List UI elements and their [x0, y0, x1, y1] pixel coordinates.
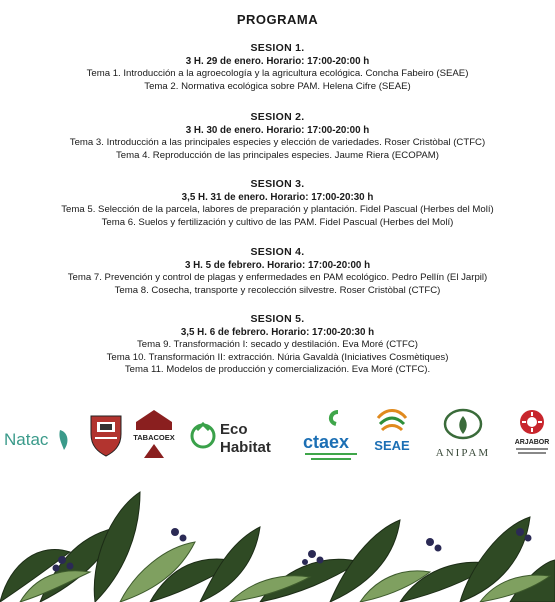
session-5: [0, 313, 555, 377]
session-topic: Tema 5. Selección de la parcela, labores de preparación y plantación. Fidel Pascual (Herbes del Molí): [61, 204, 494, 215]
session-topic: Tema 9. Transformación I: secado y destilación. Eva Moré (CTFC): [137, 339, 418, 350]
session-3: [0, 178, 555, 229]
svg-text:ANIPAM: ANIPAM: [435, 447, 491, 459]
session-topic: Tema 10. Transformación II: extracción. Núria Gavaldà (Iniciatives Cosmètiques): [106, 351, 449, 363]
session-heading: SESION 1.: [250, 42, 305, 54]
svg-text:Habitat: Habitat: [220, 439, 271, 456]
session-heading: SESION 2.: [250, 111, 305, 123]
session-schedule: 3 H. 5 de febrero. Horario: 17:00-20:00 h: [184, 260, 371, 271]
svg-text:Eco: Eco: [220, 421, 248, 438]
ecohabitat-logo: [186, 402, 294, 470]
anipam-logo: [420, 402, 506, 470]
foliage-illustration: [0, 472, 555, 602]
session-topic: Tema 8. Cosecha, transporte y recolección silvestre. Roser Cristòbal (CTFC): [114, 284, 441, 296]
svg-text:ARJABOR: ARJABOR: [514, 439, 550, 446]
svg-text:TABACOEX: TABACOEX: [133, 433, 175, 442]
session-heading: SESION 5.: [250, 313, 305, 325]
ctaex-logo: [300, 402, 364, 470]
session-heading: SESION 3.: [250, 178, 305, 190]
seae-logo: [368, 402, 416, 470]
natac-logo: [0, 402, 76, 470]
arjabor-logo: [510, 402, 555, 470]
shield-crest-logo: [86, 402, 126, 470]
session-topic: Tema 2. Normativa ecológica sobre PAM. Helena Cifre (SEAE): [144, 80, 411, 92]
session-topic: Tema 4. Reproducción de las principales especies. Jaume Riera (ECOPAM): [116, 149, 439, 161]
session-topic: Tema 11. Modelos de producción y comercialización. Eva Moré (CTFC).: [124, 364, 431, 376]
session-1: [0, 42, 555, 93]
session-4: [0, 246, 555, 297]
tabacoex-logo: [130, 402, 178, 470]
session-topic: Tema 1. Introducción a la agroecología y la agricultura ecológica. Concha Fabeiro (SEAE): [86, 68, 469, 79]
session-topic: Tema 6. Suelos y fertilización y cultivo de las PAM. Fidel Pascual (Herbes del Molí): [101, 216, 454, 228]
svg-text:SEAE: SEAE: [374, 438, 410, 453]
session-schedule: 3 H. 30 de enero. Horario: 17:00-20:00 h: [185, 125, 370, 136]
session-schedule: 3 H. 29 de enero. Horario: 17:00-20:00 h: [185, 56, 370, 67]
svg-text:ctaex: ctaex: [303, 432, 350, 452]
session-schedule: 3,5 H. 31 de enero. Horario: 17:00-20:30 h: [181, 192, 374, 203]
session-topic: Tema 7. Prevención y control de plagas y enfermedades en PAM ecológico. Pedro Pellín (El Jarpil): [67, 272, 488, 283]
session-schedule: 3,5 H. 6 de febrero. Horario: 17:00-20:30 h: [180, 327, 375, 338]
sponsor-logos: [0, 402, 555, 470]
svg-text:Natac: Natac: [4, 430, 49, 449]
session-2: [0, 111, 555, 162]
page-title: PROGRAMA: [236, 12, 319, 27]
session-topic: Tema 3. Introducción a las principales especies y elección de variedades. Roser Cristòbal (CTFC): [69, 137, 486, 148]
session-heading: SESION 4.: [250, 246, 305, 258]
